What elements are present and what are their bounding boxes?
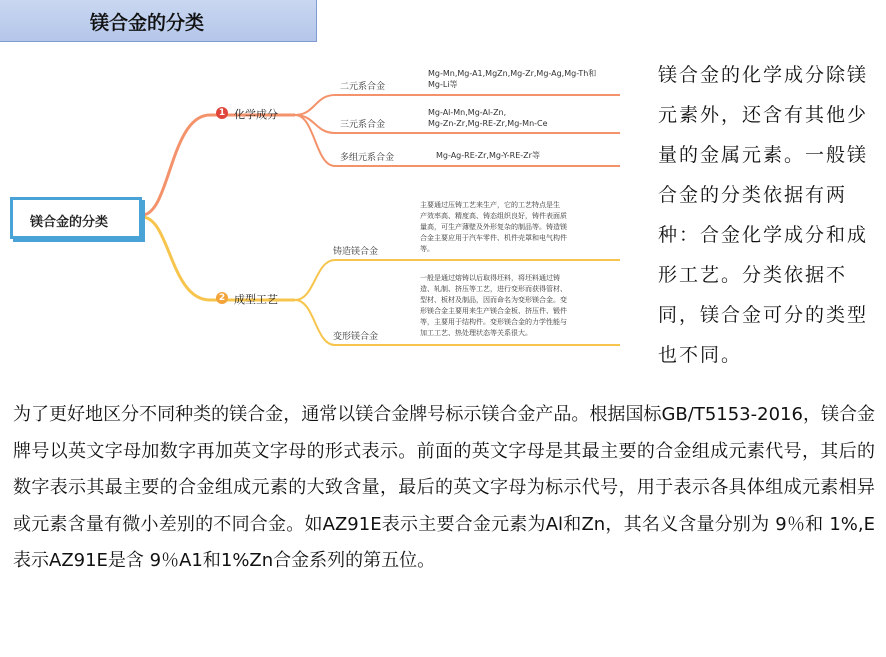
detail-line: 主要通过压铸工艺来生产，它的工艺特点是生 <box>420 201 560 209</box>
detail-line: Mg-Zn-Zr,Mg-RE-Zr,Mg-Mn-Ce <box>428 119 548 128</box>
connector-branch-2 <box>142 217 295 300</box>
title-banner <box>0 0 317 42</box>
bottom-paragraph: 为了更好地区分不同种类的镁合金，通常以镁合金牌号标示镁合金产品。根据国标GB/T5153-2016，镁合金牌号以英文字母加数字再加英文字母的形式表示。前面的英文字母是其最主要的合金组成元素代号，其后的数字表示其最主要的合金组成元素的大致含量，最后的英文字母为标示代号，用于表示各具体组成元素相异或元素含量有微小差别的不同合金。如AZ91E表示主要合金元素为Al和Zn，其名义含量分别为 9％和 1%,E表示AZ91E是含 9％A1和1%Zn合金系列的第五位。 <box>13 404 875 571</box>
detail-line: Mg-Ag-RE-Zr,Mg-Y-RE-Zr等 <box>436 151 540 160</box>
leaf-1-2-detail <box>428 107 548 129</box>
leaf-1-3-label: 多组元系合金 <box>340 153 395 163</box>
leaf-2-1-detail <box>420 200 567 255</box>
detail-line: 等，主要用于结构件。变形镁合金的力学性能与 <box>420 318 567 326</box>
branch-1-number-badge: 1 <box>216 107 228 119</box>
branch-1-label: 化学成分 <box>234 108 278 121</box>
detail-line: 型材、板材及制品，因而命名为变形镁合金。变 <box>420 296 567 304</box>
detail-line: 合金主要应用于汽车零件、机件壳罩和电气构件 <box>420 234 567 242</box>
detail-line: 加工工艺、热处理状态等关系很大。 <box>420 329 532 337</box>
leaf-1-3-detail <box>436 150 540 161</box>
leaf-1-2-label: 三元系合金 <box>340 120 386 130</box>
detail-line: Mg-Al-Mn,Mg-Al-Zn, <box>428 108 507 117</box>
mindmap-root-label: 镁合金的分类 <box>30 215 109 230</box>
detail-line: 产效率高、精度高、铸态组织良好，铸件表面质 <box>420 212 567 220</box>
connector-branch-1 <box>142 115 295 215</box>
detail-line: 等。 <box>420 245 434 253</box>
leaf-2-2-detail <box>420 273 567 339</box>
detail-line: 形镁合金主要用来生产镁合金板、挤压件、锻件 <box>420 307 567 315</box>
mindmap <box>0 55 650 355</box>
branch-2-number-badge: 2 <box>216 292 228 304</box>
leaf-2-2-label: 变形镁合金 <box>333 332 379 342</box>
detail-line: 量高，可生产薄壁及外形复杂的制品等。铸造镁 <box>420 223 567 231</box>
page-title: 镁合金的分类 <box>90 12 205 34</box>
leaf-1-1-detail <box>428 68 596 90</box>
right-paragraph: 镁合金的化学成分除镁元素外，还含有其他少量的金属元素。一般镁合金的分类依据有两种：合金化学成分和成形工艺。分类依据不同，镁合金可分的类型也不同。 <box>658 64 869 366</box>
leaf-1-1-label: 二元系合金 <box>340 82 386 92</box>
branch-2-label: 成型工艺 <box>234 293 278 306</box>
detail-line: 一般是通过熔铸以后取得坯料，将坯料通过铸 <box>420 274 560 282</box>
mindmap-root <box>10 197 142 239</box>
detail-line: Mg-Li等 <box>428 80 458 89</box>
detail-line: Mg-Mn,Mg-A1,MgZn,Mg-Zr,Mg-Ag,Mg-Th和 <box>428 69 597 78</box>
detail-line: 造、轧制、挤压等工艺，进行变形而获得管材、 <box>420 285 567 293</box>
leaf-2-1-label: 铸造镁合金 <box>333 247 379 257</box>
